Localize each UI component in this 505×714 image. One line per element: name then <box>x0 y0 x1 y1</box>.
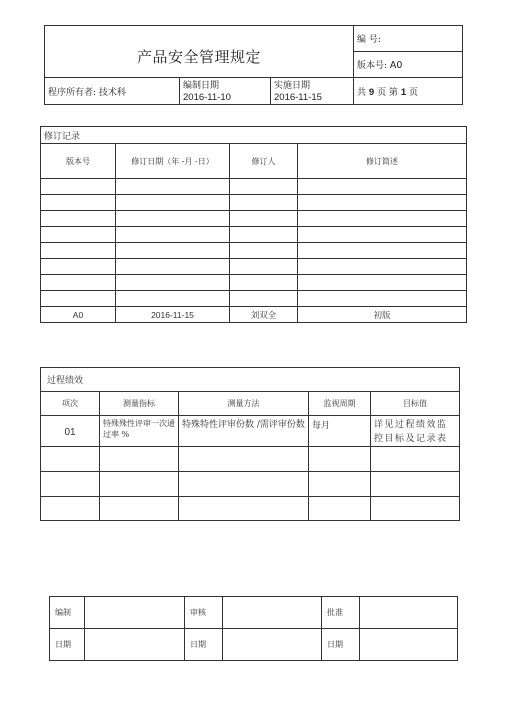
revision-record-table <box>40 126 467 323</box>
performance-col-index: 项次 <box>41 392 100 416</box>
compile-date-label: 编制日期 <box>183 81 220 91</box>
document-title: 产品安全管理规定 <box>45 26 354 78</box>
signoff-compile-date-field <box>85 629 185 661</box>
page-mid-text: 页 第 <box>377 87 398 98</box>
revision-col-version: 版本号 <box>41 144 116 179</box>
performance-col-target: 目标值 <box>371 392 460 416</box>
table-row <box>41 275 467 291</box>
performance-method: 特殊特性评审份数 /需评审份数 <box>179 416 309 447</box>
page-count-cell <box>354 78 463 105</box>
document-code-label: 编 号: <box>354 26 463 52</box>
version-label: 版本号: <box>357 61 388 71</box>
performance-col-cycle: 监视周期 <box>309 392 371 416</box>
page-total: 9 <box>368 86 375 98</box>
table-row <box>41 195 467 211</box>
program-owner: 程序所有者: 技术科 <box>45 78 180 105</box>
performance-cycle: 每月 <box>309 416 371 447</box>
process-performance-table <box>40 367 460 521</box>
signoff-approve-field <box>360 597 458 629</box>
signoff-approve-label: 批准 <box>322 597 360 629</box>
page-current: 1 <box>400 86 407 98</box>
performance-target: 详见过程绩效监控目标及记录表 <box>371 416 460 447</box>
table-row <box>41 227 467 243</box>
implement-date-label: 实施日期 <box>274 81 311 91</box>
document-header-table <box>44 25 463 105</box>
signoff-table <box>49 596 458 661</box>
table-row <box>41 472 460 497</box>
performance-col-method: 测量方法 <box>179 392 309 416</box>
implement-date-cell <box>271 78 354 105</box>
signoff-review-date-label: 日期 <box>185 629 223 661</box>
revision-version: A0 <box>41 307 116 323</box>
signoff-compile-field <box>85 597 185 629</box>
performance-caption: 过程绩效 <box>41 368 460 392</box>
page-suffix: 页 <box>408 87 418 98</box>
signoff-compile-label: 编制 <box>50 597 85 629</box>
compile-date-value: 2016-11-10 <box>183 92 231 103</box>
signoff-review-label: 审核 <box>185 597 223 629</box>
table-row <box>41 416 460 447</box>
compile-date-cell <box>180 78 271 105</box>
table-row <box>41 447 460 472</box>
signoff-approve-date-field <box>360 629 458 661</box>
implement-date-value: 2016-11-15 <box>274 92 322 103</box>
version-value: A0 <box>389 60 403 71</box>
signoff-compile-date-label: 日期 <box>50 629 85 661</box>
performance-col-indicator: 测量指标 <box>100 392 179 416</box>
signoff-review-field <box>223 597 322 629</box>
table-row <box>41 179 467 195</box>
version-cell <box>354 52 463 78</box>
performance-index: 01 <box>41 416 100 447</box>
signoff-approve-date-label: 日期 <box>322 629 360 661</box>
revision-col-summary: 修订简述 <box>298 144 467 179</box>
table-row <box>41 307 467 323</box>
table-row <box>41 259 467 275</box>
table-row <box>41 211 467 227</box>
revision-reviser: 刘双全 <box>230 307 298 323</box>
table-row <box>41 243 467 259</box>
revision-col-date: 修订日期（年 -月 -日） <box>116 144 230 179</box>
revision-summary: 初版 <box>298 307 467 323</box>
revision-caption: 修订记录 <box>41 127 467 144</box>
table-row <box>41 291 467 307</box>
performance-indicator: 特殊殊性评审一次通过率 % <box>100 416 179 447</box>
page-total-prefix: 共 <box>357 87 367 98</box>
table-row <box>41 497 460 521</box>
signoff-review-date-field <box>223 629 322 661</box>
revision-col-reviser: 修订人 <box>230 144 298 179</box>
revision-date: 2016-11-15 <box>116 307 230 323</box>
